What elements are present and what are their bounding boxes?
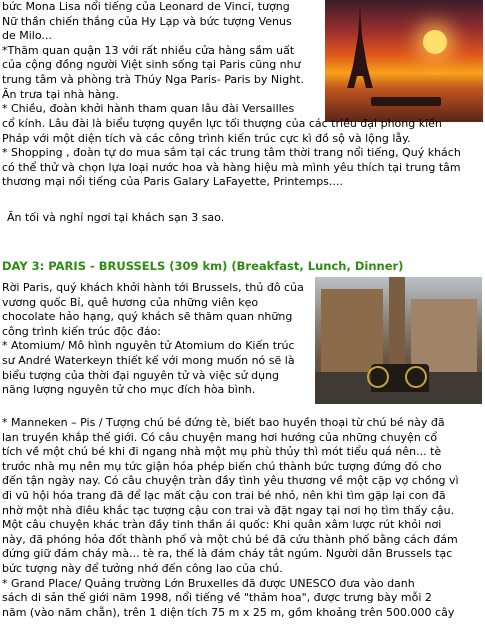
day3-text-beside-photo: [2, 281, 318, 398]
boat-shape: [371, 97, 441, 106]
text-line: Pháp với một diện tích và các công trình kiến trúc cực kì đồ sộ và lộng lẫy.: [2, 131, 411, 145]
text-line: nhờ một nhà điêu khắc tạc tượng cậu con trai và đặt ngay tại nơi họ tìm thấy cậu.: [2, 503, 455, 517]
text-line: Nữ thần chiến thắng của Hy Lạp và bức tượng Venus: [2, 14, 292, 28]
text-line: năm (vào năm chẵn), trên 1 diện tích 75 m x 25 m, gồm khoảng trên 500.000 cây: [2, 605, 455, 619]
text-line: chocolate hảo hạng, quý khách sẽ thăm quan những: [2, 310, 293, 324]
text-line: * Shopping , đoàn tự do mua sắm tại các trung tâm thời trang nổi tiếng, Quý khách: [2, 146, 461, 160]
carriage-shape: [371, 364, 429, 392]
text-line: trung tâm và phòng trà Thúy Nga Paris- Paris by Night.: [2, 72, 304, 86]
text-line: lan truyền khắp thế giới. Có câu chuyện mang hơi hướng của những chuyện cổ: [2, 430, 438, 444]
tower-shape: [389, 277, 405, 377]
day3-text-full: [2, 416, 484, 620]
text-line: Ăn trưa tại nhà hàng.: [2, 87, 119, 101]
text-line: đứng giữ đám cháy mà... tè ra, thế là đám cháy tắt ngúm. Người dân Brussels tạc: [2, 547, 453, 561]
text-line: biểu tượng của thời đại nguyên tử và việc sử dụng: [2, 368, 280, 382]
text-line: cổ kính. Lâu đài là biểu tượng quyền lực tối thượng của các triều đại phong kiến: [2, 117, 442, 130]
section1-text-beside-photo: [2, 0, 322, 117]
text-line: công trình kiến trúc độc đáo:: [2, 324, 161, 338]
wheel-shape: [367, 366, 389, 388]
day3-heading: DAY 3: PARIS - BRUSSELS (309 km) (Breakfast, Lunch, Dinner): [2, 259, 404, 273]
brussels-carriage-photo: [315, 277, 482, 404]
text-line: này, đã phóng hỏa đốt thành phố và một chú bé đã cứu thành phố bằng cách đám: [2, 532, 458, 546]
section1-text-full: [2, 117, 484, 190]
text-line: của cộng đồng người Việt sinh sống tại Paris cũng như: [2, 58, 301, 72]
sun-shape: [423, 30, 447, 54]
text-line: *Thăm quan quận 13 với rất nhiều cửa hàng sầm uất: [2, 43, 295, 57]
text-line: * Manneken – Pis / Tượng chú bé đứng tè, biết bao huyền thoại từ chú bé này đã: [2, 416, 445, 429]
text-line: Rời Paris, quý khách khởi hành tới Brussels, thủ đô của: [2, 281, 304, 294]
text-line: đến tận ngày nay. Có câu chuyện tràn đầy tình yêu thương về một cặp vợ chồng vì: [2, 474, 459, 488]
text-line: de Milo...: [2, 29, 52, 43]
text-line: tích về một chú bé khi đi ngang nhà một mụ phù thủy thì mót tiểu quá nên... tè: [2, 445, 442, 459]
text-line: năng lượng nguyên tử cho mục đích hòa bình.: [2, 383, 256, 397]
text-line: * Chiều, đoàn khởi hành tham quan lâu đài Versailles: [2, 102, 295, 116]
text-line: bức Mona Lisa nổi tiếng của Leonard de Vinci, tượng: [2, 0, 290, 13]
text-line: bức tượng này để tưởng nhớ đến công lao của chú.: [2, 561, 283, 575]
text-line: có thể thử và chọn lựa loại nước hoa và hàng hiệu mà mình yêu thích tại trung tâm: [2, 160, 461, 174]
text-line: sư André Waterkeyn thiết kế với mong muốn nó sẽ là: [2, 353, 295, 367]
paris-sunset-photo: [325, 0, 483, 122]
section1-closing: Ăn tối và nghỉ ngơi tại khách sạn 3 sao.: [7, 211, 225, 224]
text-line: đi vũ hội hóa trang đã để lạc mất cậu con trai bé nhỏ, nên khi tìm gặp lại con đã: [2, 488, 446, 502]
text-line: vương quốc Bỉ, quê hương của những viên kẹo: [2, 295, 259, 309]
text-line: * Atomium/ Mô hình nguyên tử Atomium do Kiến trúc: [2, 339, 295, 353]
text-line: trước nhà mụ nên mụ tức giận hóa phép biến chú thành bức tượng đứng đó cho: [2, 459, 442, 473]
text-line: Một câu chuyện khác tràn đầy tinh thần ái quốc: Khi quân xâm lược rút khỏi nơi: [2, 518, 442, 532]
text-line: thương mại nổi tiếng của Paris Galary LaFayette, Printemps....: [2, 175, 343, 189]
wheel-shape: [405, 366, 427, 388]
text-line: * Grand Place/ Quảng trường Lớn Bruxelles đã được UNESCO đưa vào danh: [2, 576, 415, 590]
text-line: sách di sản thế giới năm 1998, nổi tiếng về "thảm hoa", được trưng bày mỗi 2: [2, 591, 432, 605]
eiffel-tower-icon: [343, 6, 377, 96]
